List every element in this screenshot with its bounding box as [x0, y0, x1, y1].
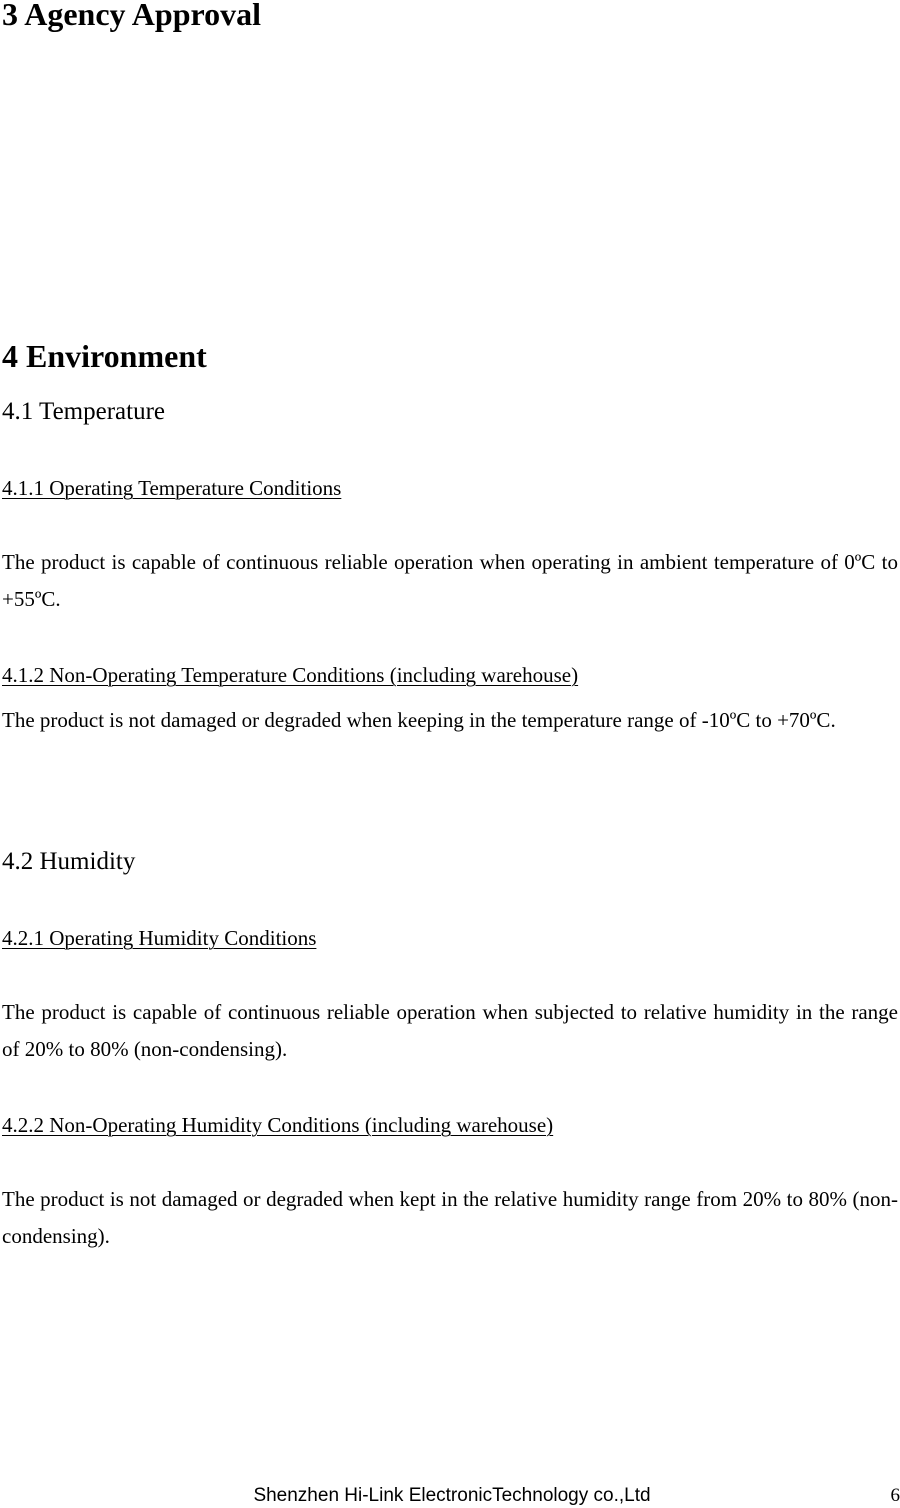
paragraph-operating-temperature: The product is capable of continuous reliable operation when operating in ambient temperature of 0ºC to +55ºC. [2, 550, 898, 611]
paragraph-non-operating-humidity: The product is not damaged or degraded when kept in the relative humidity range from 20% to 80% (non-condensing). [2, 1187, 898, 1248]
paragraph-non-operating-temperature: The product is not damaged or degraded when keeping in the temperature range of -10ºC to +70ºC. [2, 708, 836, 732]
heading-operating-humidity: 4.2.1 Operating Humidity Conditions [2, 926, 317, 950]
subsection-humidity-title: 4.2 Humidity [2, 848, 136, 875]
heading-non-operating-humidity: 4.2.2 Non-Operating Humidity Conditions (including warehouse) [2, 1113, 554, 1137]
page-number: 6 [890, 1485, 900, 1506]
heading-operating-temperature: 4.1.1 Operating Temperature Conditions [2, 476, 342, 500]
subsection-temperature-title: 4.1 Temperature [2, 398, 166, 425]
paragraph-operating-humidity: The product is capable of continuous reliable operation when subjected to relative humidity in the range of 20% to 80% (non-condensing). [2, 1000, 898, 1061]
section-environment-title: 4 Environment [2, 338, 207, 374]
footer-company-name: Shenzhen Hi-Link ElectronicTechnology co.,Ltd [253, 1485, 651, 1506]
heading-non-operating-temperature: 4.1.2 Non-Operating Temperature Conditions (including warehouse) [2, 663, 579, 687]
section-agency-approval-title: 3 Agency Approval [2, 0, 261, 32]
page-footer [0, 1484, 900, 1508]
